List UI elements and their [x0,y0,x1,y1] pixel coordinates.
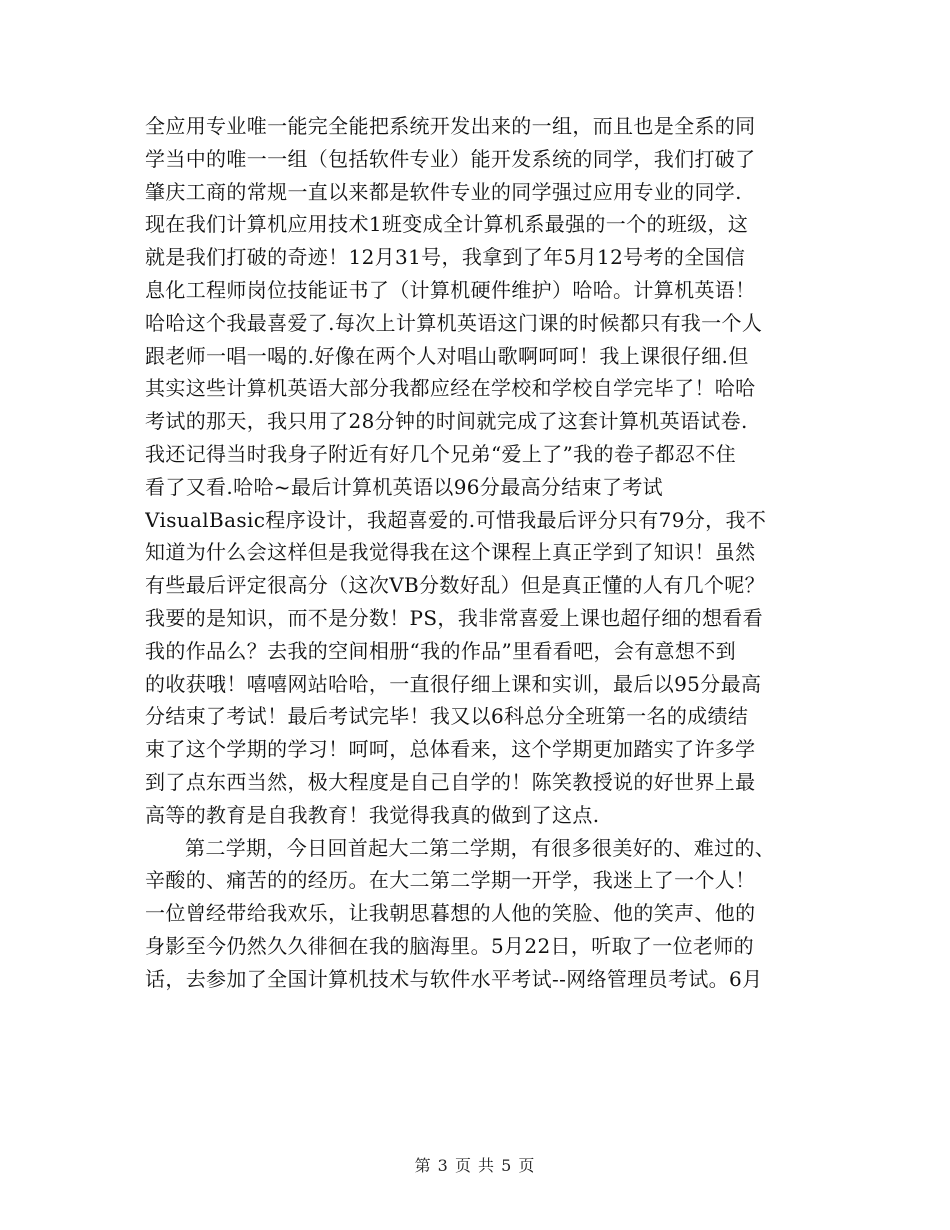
text-line: 看了又看.哈哈~最后计算机英语以96分最高分结束了考试 [145,474,664,499]
text-line: 辛酸的、痛苦的的经历。在大二第二学期一开学，我迷上了一个人！ [145,868,756,893]
text-line: 全应用专业唯一能完全能把系统开发出来的一组，而且也是全系的同 [145,114,756,138]
text-line: VisualBasic程序设计，我超喜爱的.可惜我最后评分只有79分，我不 [145,507,767,532]
text-line: 分结束了考试！最后考试完毕！我又以6科总分全班第一名的成绩结 [145,704,749,729]
text-line: 学当中的唯一一组（包括软件专业）能开发系统的同学，我们打破了 [145,146,756,171]
text-line: 到了点东西当然，极大程度是自己自学的！陈笑教授说的好世界上最 [145,769,756,794]
text-line: 的收获哦！嘻嘻网站哈哈，一直很仔细上课和实训，最后以95分最高 [145,671,762,696]
text-line: 有些最后评定很高分（这次VB分数好乱）但是真正懂的人有几个呢？ [145,573,765,598]
text-line: 一位曾经带给我欢乐，让我朝思暮想的人他的笑脸、他的笑声、他的 [145,901,756,926]
document-body [145,110,810,996]
text-line: 身影至今仍然久久徘徊在我的脑海里。5月22日，听取了一位老师的 [145,933,755,958]
text-line: 话，去参加了全国计算机技术与软件水平考试--网络管理员考试。6月 [145,966,763,991]
text-line: 高等的教育是自我教育！我觉得我真的做到了这点. [145,802,600,827]
text-line: 跟老师一唱一喝的.好像在两个人对唱山歌啊呵呵！我上课很仔细.但 [145,343,749,368]
page-number-footer: 第 3 页 共 5 页 [414,1156,536,1175]
text-line: 知道为什么会这样但是我觉得我在这个课程上真正学到了知识！虽然 [145,540,756,565]
text-line: 我的作品么？去我的空间相册“我的作品”里看看吧，会有意想不到 [145,638,736,663]
text-line: 我要的是知识，而不是分数！PS，我非常喜爱上课也超仔细的想看看 [145,605,764,630]
paragraph-start-line: 第二学期，今日回首起大二第二学期，有很多很美好的、难过的、 [185,835,776,860]
text-line: 我还记得当时我身子附近有好几个兄弟“爱上了”我的卷子都忍不住 [145,441,736,466]
text-line: 哈哈这个我最喜爱了.每次上计算机英语这门课的时候都只有我一个人 [145,310,763,335]
text-line: 考试的那天，我只用了28分钟的时间就完成了这套计算机英语试卷. [145,409,748,434]
text-line: 肇庆工商的常规一直以来都是软件专业的同学强过应用专业的同学. [145,179,742,204]
text-line: 息化工程师岗位技能证书了（计算机硬件维护）哈哈。计算机英语！ [145,277,756,302]
text-line: 其实这些计算机英语大部分我都应经在学校和学校自学完毕了！哈哈 [145,376,756,401]
text-line: 束了这个学期的学习！呵呵，总体看来，这个学期更加踏实了许多学 [145,737,756,762]
text-line: 就是我们打破的奇迹！12月31号，我拿到了年5月12号考的全国信 [145,245,746,270]
text-line: 现在我们计算机应用技术1班变成全计算机系最强的一个的班级，这 [145,212,749,237]
